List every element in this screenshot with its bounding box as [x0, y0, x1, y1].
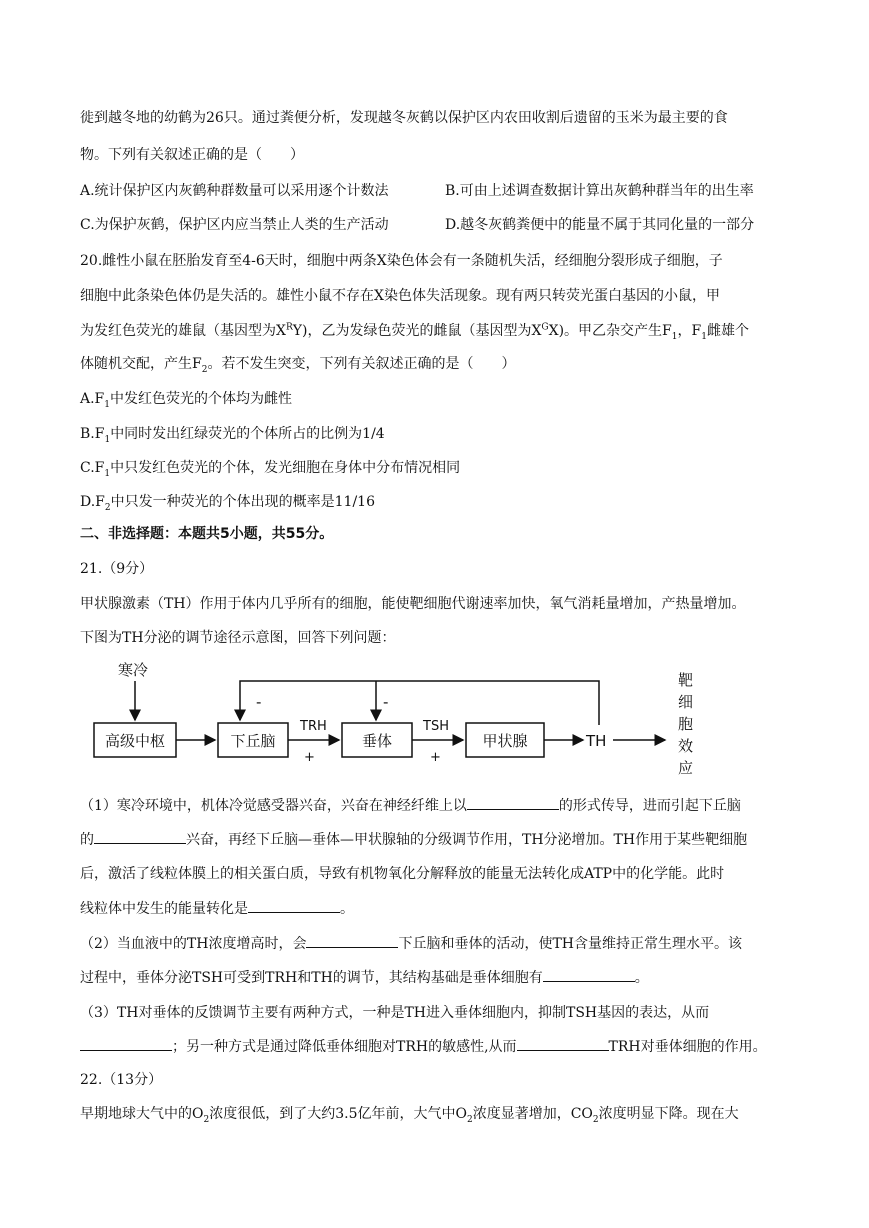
- q21-paragraph-2: 下图为TH分泌的调节途径示意图，回答下列问题：: [80, 630, 396, 646]
- q21-paragraph-1: 甲状腺激素（TH）作用于体内几乎所有的细胞，能使靶细胞代谢速率加快，氧气消耗量增加，产热量增加。: [80, 596, 746, 612]
- text-line: 徙到越冬地的幼鹤为26只。通过粪便分析，发现越冬灰鹤以保护区内农田收割后遗留的玉米为最主要的食: [80, 110, 728, 126]
- option-b: B.可由上述调查数据计算出灰鹤种群当年的出生率: [445, 183, 754, 199]
- q22-heading: 22.（13分）: [80, 1072, 163, 1088]
- th-regulation-diagram: [80, 655, 720, 780]
- plus-tsh: +: [430, 750, 441, 765]
- th-label: TH: [586, 732, 607, 750]
- q21-sub1-line2: 的 兴奋，再经下丘脑—垂体—甲状腺轴的分级调节作用，TH分泌增加。TH作用于某些靶细胞: [80, 829, 747, 850]
- q21-sub3-line2: ；另一种方式是通过降低垂体细胞对TRH的敏感性,从而 TRH对垂体细胞的作用。: [80, 1036, 767, 1057]
- option-c: C.为保护灰鹤，保护区内应当禁止人类的生产活动: [80, 217, 389, 233]
- answer-blank[interactable]: [467, 795, 559, 810]
- pituitary-label: 垂体: [361, 732, 393, 750]
- trh-label: TRH: [300, 719, 327, 734]
- q20-line-1: 20.雌性小鼠在胚胎发育至4-6天时，细胞中两条X染色体会有一条随机失活，经细胞分裂形成子细胞，子: [80, 253, 723, 269]
- minus-pituitary: -: [383, 693, 389, 711]
- target-char-2: 细: [678, 693, 694, 711]
- q20-option-d: $D.F_2$中只发一种荧光的个体出现的概率是11/16: [80, 494, 375, 513]
- q20-option-a: $A.F_1$中发红色荧光的个体均为雌性: [80, 391, 293, 410]
- thyroid-label: 甲状腺: [482, 732, 528, 750]
- option-d: D.越冬灰鹤粪便中的能量不属于其同化量的一部分: [445, 217, 755, 233]
- q21-sub1-line4: 线粒体中发生的能量转化是 。: [80, 898, 354, 919]
- q20-line-4: 体随机交配，产生$F_2$。若不发生突变，下列有关叙述正确的是（ ）: [80, 356, 516, 375]
- cold-label: 寒冷: [118, 661, 149, 679]
- q21-sub1-line3: 后，激活了线粒体膜上的相关蛋白质，导致有机物氧化分解释放的能量无法转化成ATP中的化学能。此时: [80, 866, 725, 882]
- hypothalamus-label: 下丘脑: [230, 732, 276, 750]
- q20-option-b: $B.F_1$中同时发出红绿荧光的个体所占的比例为1/4: [80, 426, 385, 445]
- q20-line-2: 细胞中此条染色体仍是失活的。雄性小鼠不存在X染色体失活现象。现有两只转荧光蛋白基因的小鼠，甲: [80, 288, 720, 304]
- answer-blank[interactable]: [248, 898, 340, 913]
- q20-line-3: 为发红色荧光的雄鼠（基因型为$X^RY$)，乙为发绿色荧光的雌鼠（基因型为$X^GX$)。甲乙杂交产生$F_1$，$F_1$雌雄个: [80, 322, 749, 342]
- q21-sub2-line1: （2）当血液中的TH浓度增高时，会 下丘脑和垂体的活动，使TH含量维持正常生理水平。该: [80, 933, 742, 954]
- feedback-to-hypothalamus: [240, 681, 599, 725]
- tsh-label: TSH: [423, 719, 449, 734]
- plus-trh: +: [304, 750, 315, 765]
- higher-center-label: 高级中枢: [104, 732, 166, 750]
- target-char-3: 胞: [678, 715, 694, 733]
- question-stem: 物。下列有关叙述正确的是（ ）: [80, 147, 304, 163]
- target-char-4: 效: [678, 737, 694, 755]
- answer-blank[interactable]: [94, 829, 186, 844]
- target-char-5: 应: [678, 759, 694, 777]
- minus-hypothalamus: -: [256, 693, 262, 711]
- option-a: A.统计保护区内灰鹤种群数量可以采用逐个计数法: [80, 183, 389, 199]
- answer-blank[interactable]: [517, 1036, 609, 1051]
- answer-blank[interactable]: [306, 933, 398, 948]
- answer-blank[interactable]: [543, 967, 635, 982]
- q21-sub2-line2: 过程中，垂体分泌TSH可受到TRH和TH的调节，其结构基础是垂体细胞有 。: [80, 967, 649, 988]
- q21-sub3-line1: （3）TH对垂体的反馈调节主要有两种方式，一种是TH进入垂体细胞内，抑制TSH基因的表达，从而: [80, 1005, 710, 1021]
- q21-sub1-line1: （1）寒冷环境中，机体冷觉感受器兴奋，兴奋在神经纤维上以 的形式传导，进而引起下丘脑: [80, 795, 741, 816]
- q20-option-c: $C.F_1$中只发红色荧光的个体，发光细胞在身体中分布情况相同: [80, 460, 461, 479]
- q21-heading: 21.（9分）: [80, 561, 154, 577]
- answer-blank[interactable]: [80, 1036, 172, 1051]
- q22-line-1: 早期地球大气中的$O_2$浓度很低，到了大约3.5亿年前，大气中$O_2$浓度显著增加，$CO_2$浓度明显下降。现在大: [80, 1106, 739, 1125]
- target-char-1: 靶: [678, 671, 694, 689]
- section-heading: 二、非选择题：本题共5小题，共55分。: [80, 526, 334, 542]
